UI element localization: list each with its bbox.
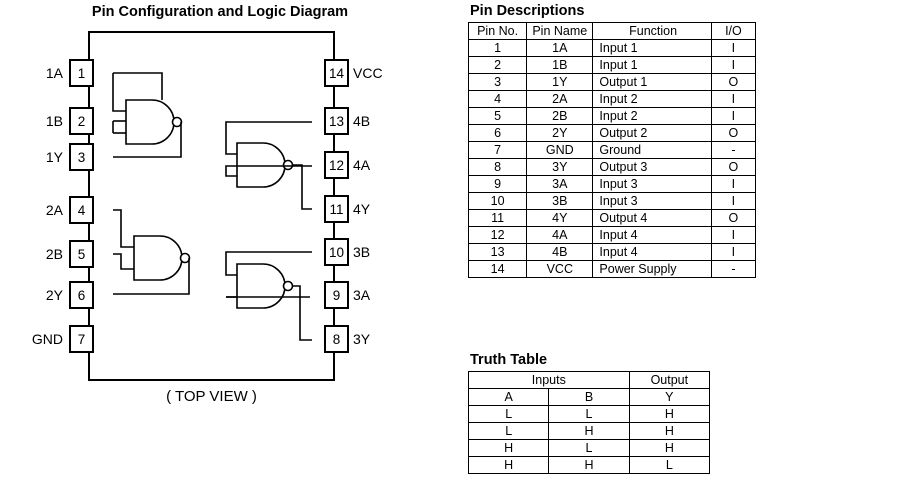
cell-pin-name: 1A [527,40,593,57]
pin-label-1B: 1B [45,113,63,129]
cell-a: L [469,423,549,440]
cell-function: Ground [593,142,711,159]
cell-io: O [711,159,755,176]
cell-function: Input 1 [593,57,711,74]
cell-io: O [711,210,755,227]
cell-pin-name: 2A [527,91,593,108]
column-header-function: Function [593,23,711,40]
cell-pin-name: 3A [527,176,593,193]
table-group-header-row [469,372,710,389]
cell-function: Output 4 [593,210,711,227]
pin-box-3: 3 [69,143,94,171]
table-row [469,423,710,440]
cell-a: L [469,406,549,423]
cell-a: H [469,440,549,457]
pin-label-2Y: 2Y [45,287,63,303]
cell-pin-no: 2 [469,57,527,74]
table-row [469,261,756,278]
top-view-caption: ( TOP VIEW ) [166,388,257,405]
cell-y: H [629,440,709,457]
pin-label-4Y: 4Y [353,201,371,217]
cell-function: Power Supply [593,261,711,278]
cell-io: I [711,193,755,210]
table-row [469,244,756,261]
table-row [469,142,756,159]
cell-b: L [549,406,629,423]
cell-pin-no: 6 [469,125,527,142]
cell-io: O [711,74,755,91]
cell-function: Input 2 [593,108,711,125]
pin-box-10: 10 [324,238,349,266]
column-header-b: B [549,389,629,406]
cell-function: Input 4 [593,244,711,261]
pin-box-6: 6 [69,281,94,309]
pin-label-2A: 2A [45,202,63,218]
diagram-title: Pin Configuration and Logic Diagram [91,4,349,20]
pin-box-14: 14 [324,59,349,87]
table-row [469,210,756,227]
cell-pin-no: 3 [469,74,527,91]
cell-function: Output 1 [593,74,711,91]
table-row [469,57,756,74]
chip-outline [88,31,335,381]
pin-descriptions-title: Pin Descriptions [470,3,585,19]
table-row [469,406,710,423]
truth-table-panel [468,352,728,474]
pin-label-2B: 2B [45,246,63,262]
table-header-row [469,23,756,40]
cell-y: H [629,423,709,440]
cell-pin-no: 9 [469,176,527,193]
cell-pin-no: 12 [469,227,527,244]
pin-box-2: 2 [69,107,94,135]
column-header-pin-no: Pin No. [469,23,527,40]
cell-pin-name: 2Y [527,125,593,142]
table-row [469,193,756,210]
cell-function: Input 2 [593,91,711,108]
cell-function: Input 3 [593,193,711,210]
group-header-output: Output [629,372,709,389]
table-row [469,40,756,57]
group-header-inputs: Inputs [469,372,630,389]
cell-function: Input 1 [593,40,711,57]
pin-box-13: 13 [324,107,349,135]
table-row [469,440,710,457]
pin-descriptions-table [468,22,756,278]
cell-io: I [711,108,755,125]
pin-descriptions-panel [468,0,768,278]
table-row [469,457,710,474]
table-row [469,176,756,193]
cell-pin-no: 11 [469,210,527,227]
cell-io: I [711,91,755,108]
cell-pin-name: 3Y [527,159,593,176]
pin-box-1: 1 [69,59,94,87]
column-header-a: A [469,389,549,406]
cell-pin-name: VCC [527,261,593,278]
pin-label-3B: 3B [353,244,371,260]
cell-pin-no: 1 [469,40,527,57]
pin-box-4: 4 [69,196,94,224]
pin-label-3A: 3A [353,287,371,303]
cell-io: I [711,244,755,261]
cell-io: I [711,227,755,244]
cell-pin-name: GND [527,142,593,159]
pin-box-8: 8 [324,325,349,353]
pin-label-4A: 4A [353,157,371,173]
column-header-io: I/O [711,23,755,40]
cell-b: L [549,440,629,457]
table-row [469,74,756,91]
cell-y: H [629,406,709,423]
cell-function: Input 4 [593,227,711,244]
pin-label-GND: GND [31,331,63,347]
pin-box-7: 7 [69,325,94,353]
pin-label-VCC: VCC [353,65,383,81]
cell-io: I [711,40,755,57]
cell-pin-name: 1Y [527,74,593,91]
pin-label-1A: 1A [45,65,63,81]
cell-pin-no: 8 [469,159,527,176]
pin-label-3Y: 3Y [353,331,371,347]
pin-box-5: 5 [69,240,94,268]
cell-a: H [469,457,549,474]
cell-pin-name: 2B [527,108,593,125]
cell-y: L [629,457,709,474]
cell-pin-name: 1B [527,57,593,74]
cell-io: O [711,125,755,142]
cell-pin-no: 13 [469,244,527,261]
table-row [469,91,756,108]
cell-function: Output 3 [593,159,711,176]
table-header-row [469,389,710,406]
cell-pin-name: 4A [527,227,593,244]
cell-pin-no: 5 [469,108,527,125]
pin-box-12: 12 [324,151,349,179]
pin-label-1Y: 1Y [45,149,63,165]
cell-pin-name: 4B [527,244,593,261]
cell-function: Input 3 [593,176,711,193]
pin-box-11: 11 [324,195,349,223]
truth-table-title: Truth Table [470,352,548,368]
table-row [469,227,756,244]
cell-pin-no: 7 [469,142,527,159]
cell-pin-no: 14 [469,261,527,278]
column-header-y: Y [629,389,709,406]
column-header-pin-name: Pin Name [527,23,593,40]
cell-io: - [711,142,755,159]
pin-label-4B: 4B [353,113,371,129]
table-row [469,125,756,142]
table-row [469,159,756,176]
cell-function: Output 2 [593,125,711,142]
table-row [469,108,756,125]
pin-box-9: 9 [324,281,349,309]
cell-io: I [711,176,755,193]
cell-pin-name: 3B [527,193,593,210]
cell-pin-no: 4 [469,91,527,108]
cell-b: H [549,423,629,440]
cell-io: - [711,261,755,278]
cell-pin-no: 10 [469,193,527,210]
truth-table [468,371,710,474]
cell-b: H [549,457,629,474]
cell-io: I [711,57,755,74]
cell-pin-name: 4Y [527,210,593,227]
